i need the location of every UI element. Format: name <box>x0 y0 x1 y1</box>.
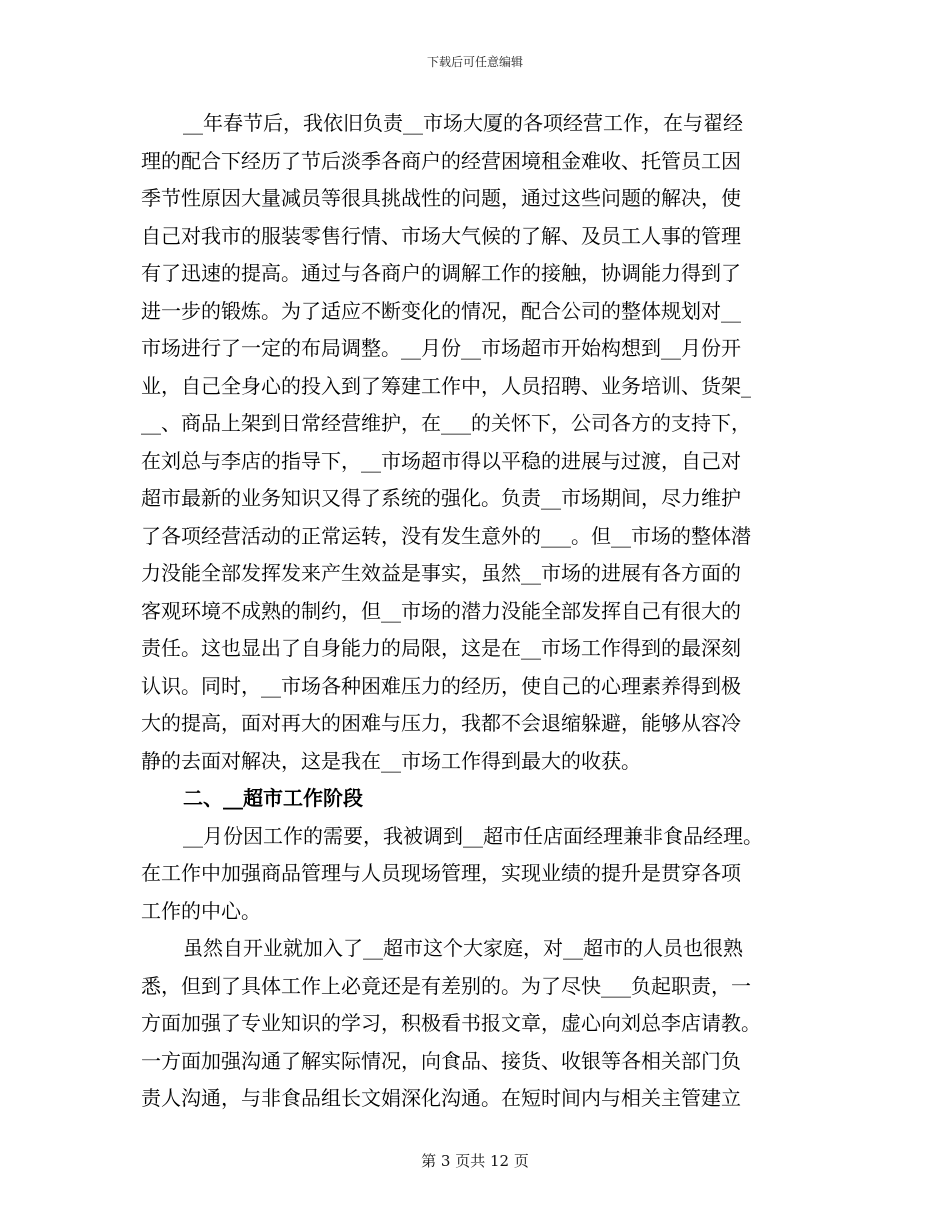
page-number: 第 3 页共 12 页 <box>421 1152 529 1170</box>
document-body <box>141 105 806 1118</box>
paragraph-line: __月份因工作的需要，我被调到__超市任店面经理兼非食品经理。 <box>183 823 763 848</box>
paragraph-line: 超市最新的业务知识又得了系统的强化。负责__市场期间，尽力维护 <box>141 486 741 510</box>
paragraph-line: 大的提高，面对再大的困难与压力，我都不会退缩躲避，能够从容冷 <box>141 711 741 735</box>
paragraph-line: __、商品上架到日常经营维护，在___的关怀下，公司各方的支持下， <box>141 411 751 435</box>
paragraph-line: 一方面加强沟通了解实际情况，向食品、接货、收银等各相关部门负 <box>141 1048 741 1073</box>
paragraph-line: 季节性原因大量减员等很具挑战性的问题，通过这些问题的解决，使 <box>141 186 741 210</box>
paragraph-line: 自己对我市的服装零售行情、市场大气候的了解、及员工人事的管理 <box>141 223 741 248</box>
paragraph-line: 有了迅速的提高。通过与各商户的调解工作的接触，协调能力得到了 <box>141 261 741 285</box>
paragraph-line: 市场进行了一定的布局调整。__月份__市场超市开始构想到__月份开 <box>141 336 741 360</box>
paragraph-line: 进一步的锻炼。为了适应不断变化的情况，配合公司的整体规划对__ <box>141 298 741 323</box>
paragraph-line: 工作的中心。 <box>141 898 261 923</box>
paragraph-line: 在工作中加强商品管理与人员现场管理，实现业绩的提升是贯穿各项 <box>141 861 741 885</box>
paragraph-line: __年春节后，我依旧负责__市场大厦的各项经营工作，在与翟经 <box>183 111 743 135</box>
paragraph-line: 认识。同时，__市场各种困难压力的经历，使自己的心理素养得到极 <box>141 673 741 698</box>
paragraph-line: 虽然自开业就加入了__超市这个大家庭，对__超市的人员也很熟 <box>183 936 743 960</box>
paragraph-line: 力没能全部发挥发来产生效益是事实，虽然__市场的进展有各方面的 <box>141 561 741 585</box>
paragraph-line: 在刘总与李店的指导下，__市场超市得以平稳的进展与过渡，自己对 <box>141 448 741 473</box>
paragraph-line: 静的去面对解决，这是我在__市场工作得到最大的收获。 <box>141 748 641 773</box>
paragraph-line: 了各项经营活动的正常运转，没有发生意外的___。但__市场的整体潜 <box>141 523 751 548</box>
section-heading: 二、__超市工作阶段 <box>183 786 363 810</box>
page-header: 下载后可任意编辑 <box>426 55 523 69</box>
paragraph-line: 理的配合下经历了节后淡季各商户的经营困境租金难收、托管员工因 <box>141 148 741 173</box>
paragraph-line: 责人沟通，与非食品组长文娟深化沟通。在短时间内与相关主管建立 <box>141 1086 741 1110</box>
paragraph-line: 责任。这也显出了自身能力的局限，这是在__市场工作得到的最深刻 <box>141 636 741 660</box>
paragraph-line: 方面加强了专业知识的学习，积极看书报文章，虚心向刘总李店请教。 <box>141 1011 761 1035</box>
paragraph-line: 悉，但到了具体工作上必竟还是有差别的。为了尽快___负起职责，一 <box>141 973 751 998</box>
paragraph-line: 客观环境不成熟的制约，但__市场的潜力没能全部发挥自己有很大的 <box>141 598 741 623</box>
paragraph-line: 业，自己全身心的投入到了筹建工作中，人员招聘、业务培训、货架_ <box>141 373 751 398</box>
